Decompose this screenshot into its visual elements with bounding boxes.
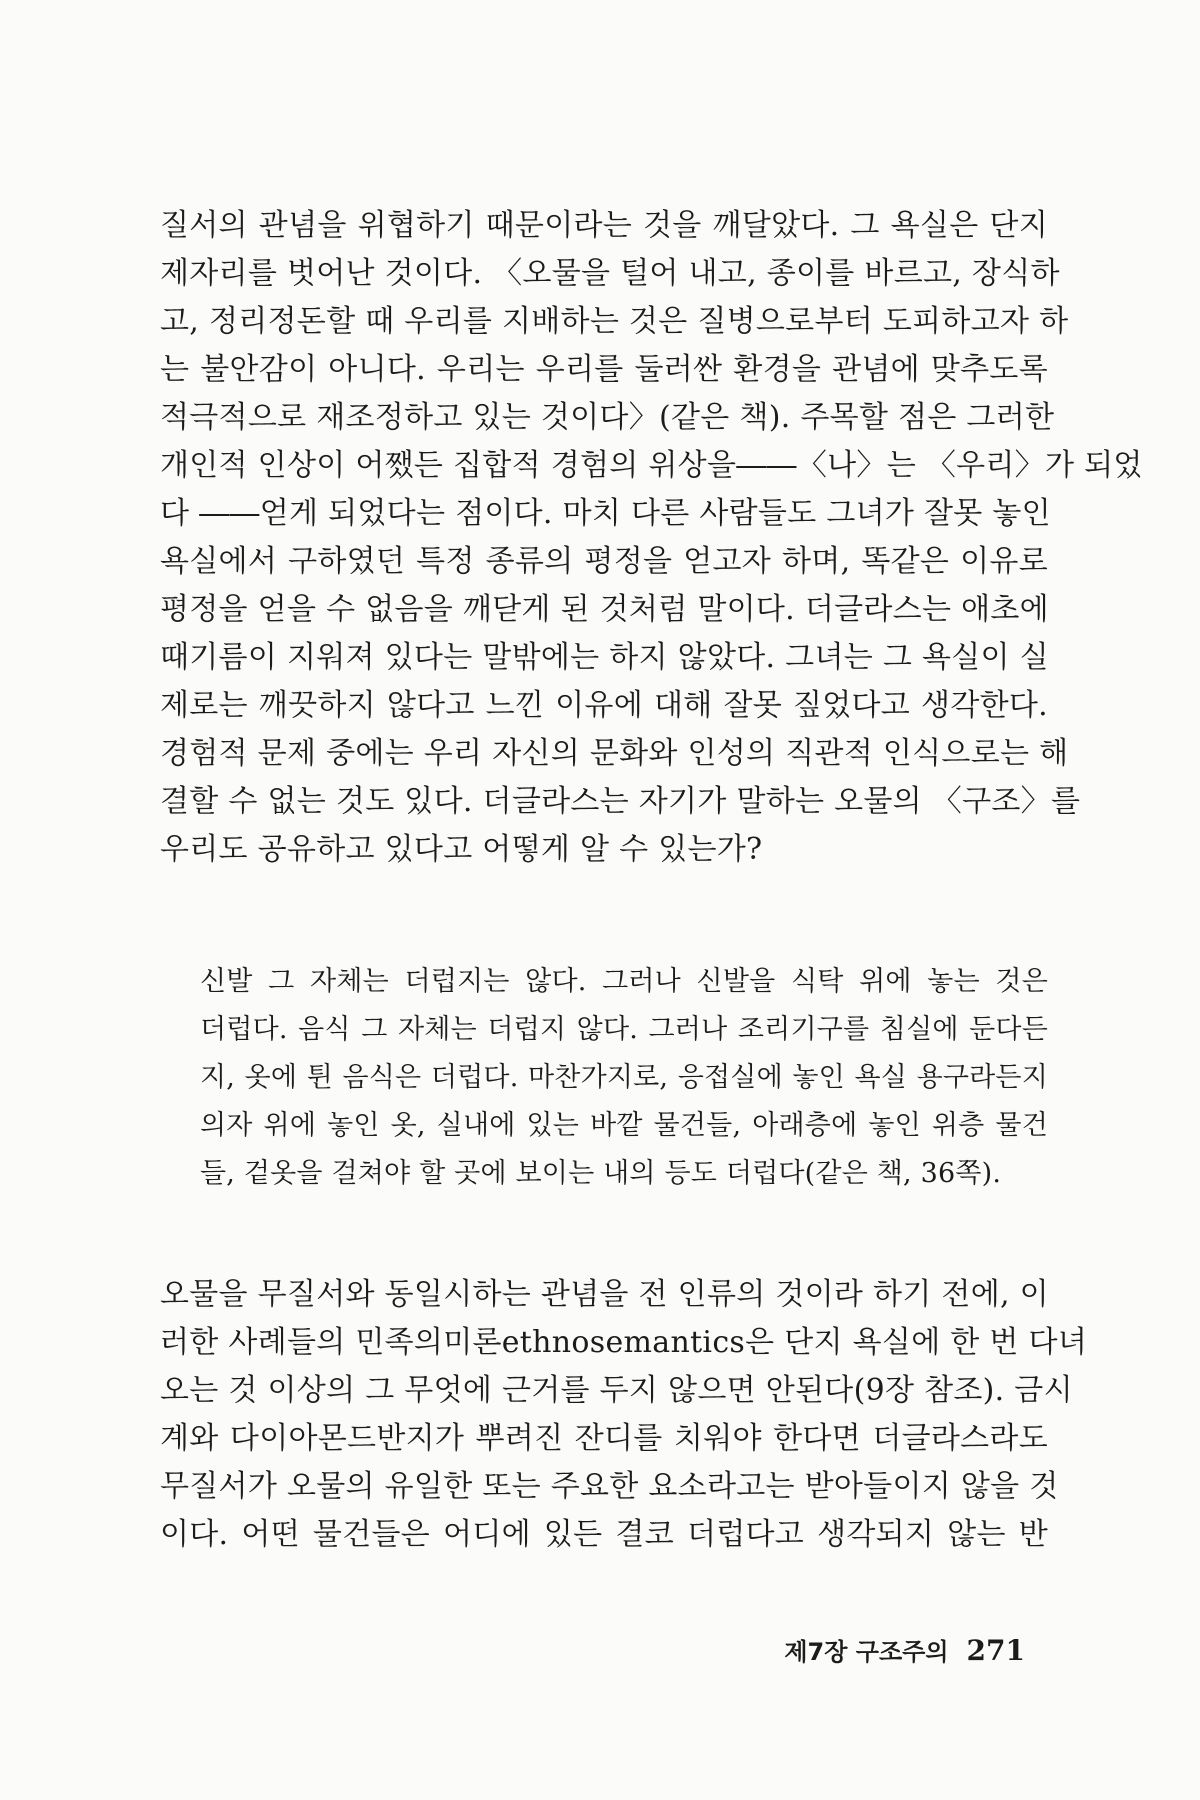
text-line: 이다. 어떤 물건들은 어디에 있든 결코 더럽다고 생각되지 않는 반: [160, 1517, 1048, 1552]
text-line: 질서의 관념을 위협하기 때문이라는 것을 깨달았다. 그 욕실은 단지: [160, 208, 1048, 243]
text-line: 다 ――얻게 되었다는 점이다. 마치 다른 사람들도 그녀가 잘못 놓인: [160, 496, 1051, 531]
text-line: 무질서가 오물의 유일한 또는 주요한 요소라고는 받아들이지 않을 것: [160, 1469, 1059, 1504]
text-line: 때기름이 지워져 있다는 말밖에는 하지 않았다. 그녀는 그 욕실이 실: [160, 640, 1049, 675]
quote-line: 신발 그 자체는 더럽지는 않다. 그러나 신발을 식탁 위에 놓는 것은: [200, 966, 1048, 997]
quote-line: 들, 겉옷을 걸쳐야 할 곳에 보이는 내의 등도 더럽다(같은 책, 36쪽).: [200, 1158, 1002, 1189]
body-paragraph-1: [160, 202, 1143, 874]
page-number: 271: [966, 1634, 1025, 1667]
text-line: 적극적으로 재조정하고 있는 것이다〉(같은 책). 주목할 점은 그러한: [160, 400, 1055, 435]
text-line: 욕실에서 구하였던 특정 종류의 평정을 얻고자 하며, 똑같은 이유로: [160, 544, 1048, 579]
block-quote: [200, 958, 1048, 1198]
text-line: 제로는 깨끗하지 않다고 느낀 이유에 대해 잘못 짚었다고 생각한다.: [160, 688, 1048, 723]
text-line: 는 불안감이 아니다. 우리는 우리를 둘러싼 환경을 관념에 맞추도록: [160, 352, 1048, 387]
text-line: 제자리를 벗어난 것이다. 〈오물을 털어 내고, 종이를 바르고, 장식하: [160, 256, 1060, 291]
text-line: 오물을 무질서와 동일시하는 관념을 전 인류의 것이라 하기 전에, 이: [160, 1277, 1049, 1312]
quote-line: 더럽다. 음식 그 자체는 더럽지 않다. 그러나 조리기구를 침실에 둔다든: [200, 1014, 1048, 1045]
text-line: 경험적 문제 중에는 우리 자신의 문화와 인성의 직관적 인식으로는 해: [160, 736, 1069, 771]
text-line: 오는 것 이상의 그 무엇에 근거를 두지 않으면 안된다(9장 참조). 금시: [160, 1373, 1073, 1408]
text-line: 평정을 얻을 수 없음을 깨닫게 된 것처럼 말이다. 더글라스는 애초에: [160, 592, 1049, 627]
text-line: 러한 사례들의 민족의미론ethnosemantics은 단지 욕실에 한 번 다녀: [160, 1325, 1088, 1360]
running-chapter-title: 제7장 구조주의: [784, 1638, 949, 1666]
text-line: 우리도 공유하고 있다고 어떻게 알 수 있는가?: [160, 832, 763, 867]
text-line: 고, 정리정돈할 때 우리를 지배하는 것은 질병으로부터 도피하고자 하: [160, 304, 1069, 339]
text-line: 개인적 인상이 어쨌든 집합적 경험의 위상을――〈나〉는 〈우리〉가 되었: [160, 448, 1143, 483]
quote-line: 의자 위에 놓인 옷, 실내에 있는 바깥 물건들, 아래층에 놓인 위층 물건: [200, 1110, 1048, 1141]
quote-line: 지, 옷에 튄 음식은 더럽다. 마찬가지로, 응접실에 놓인 욕실 용구라든지: [200, 1062, 1048, 1093]
text-line: 결할 수 없는 것도 있다. 더글라스는 자기가 말하는 오물의 〈구조〉를: [160, 784, 1081, 819]
body-paragraph-2: [160, 1271, 1088, 1559]
page-footer: [784, 1632, 1025, 1667]
text-line: 계와 다이아몬드반지가 뿌려진 잔디를 치워야 한다면 더글라스라도: [160, 1421, 1048, 1456]
